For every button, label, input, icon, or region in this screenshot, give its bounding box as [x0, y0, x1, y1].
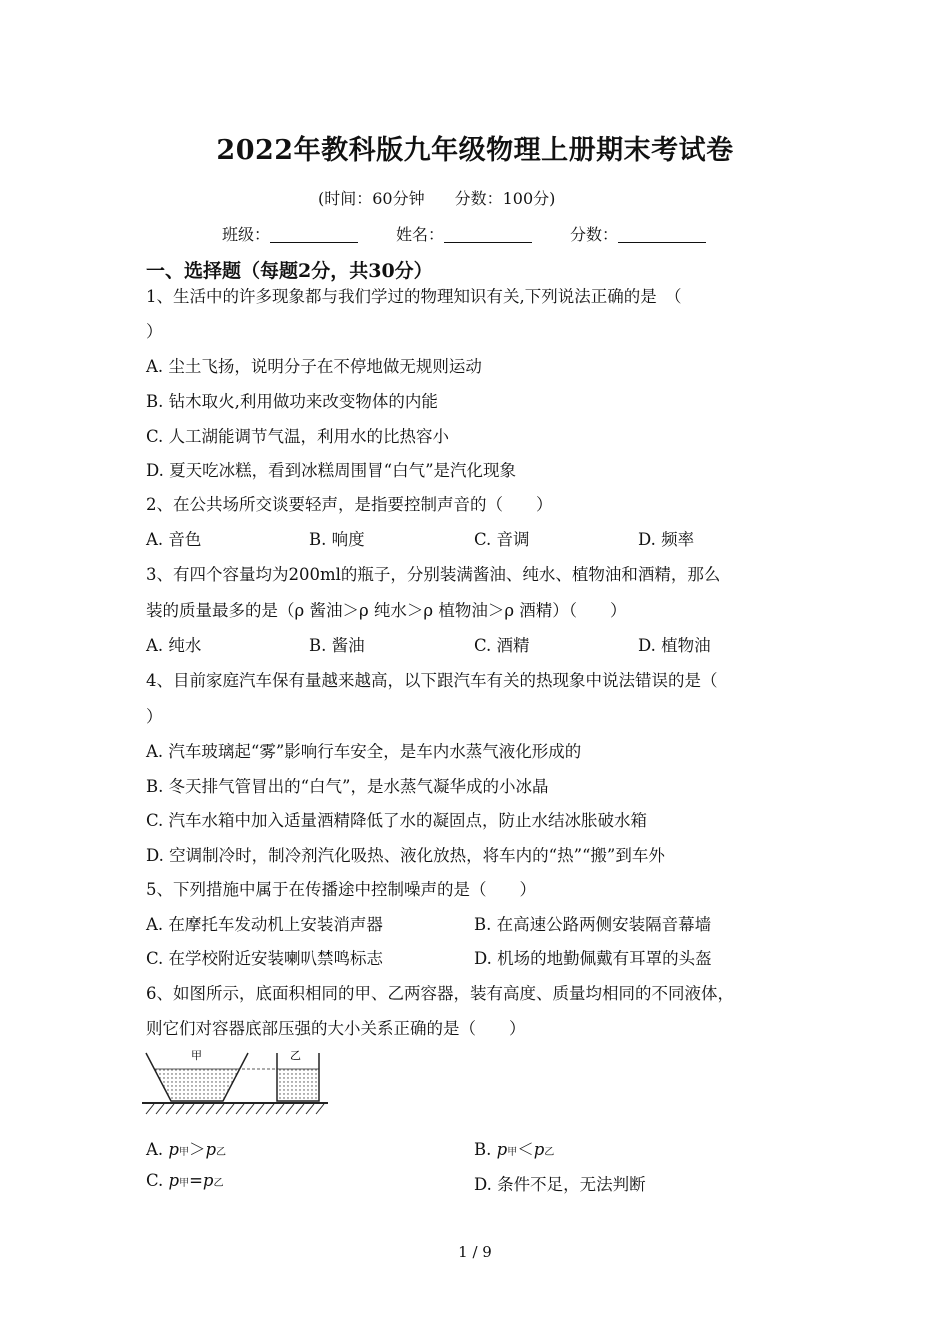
name-blank — [444, 226, 532, 243]
q3-stem-line1: 3、有四个容量均为200ml的瓶子，分别装满酱油、纯水、植物油和酒精，那么 — [146, 565, 721, 584]
q3-option-c: C. 酒精 — [474, 636, 530, 655]
class-blank — [270, 226, 358, 243]
q4-option-c: C. 汽车水箱中加入适量酒精降低了水的凝固点，防止水结冰胀破水箱 — [146, 811, 648, 830]
q2-option-c: C. 音调 — [474, 530, 530, 549]
q6-b-p1: p — [496, 1140, 508, 1159]
section-heading: 一、选择题（每题2分，共30分） — [146, 260, 433, 282]
q1-option-d: D. 夏天吃冰糕，看到冰糕周围冒“白气”是汽化现象 — [146, 461, 517, 480]
q3-option-b: B. 酱油 — [309, 636, 365, 655]
q6-a-prefix: A. — [146, 1140, 169, 1159]
score-info: 分数：100分) — [454, 189, 556, 208]
container-yi-liquid — [277, 1069, 319, 1101]
q3-option-a: A. 纯水 — [146, 636, 202, 655]
q6-a-p2: p — [205, 1140, 217, 1159]
student-info-line — [222, 222, 706, 245]
q6-a-relation: ＞ — [188, 1140, 206, 1159]
q4-option-b: B. 冬天排气管冒出的“白气”，是水蒸气凝华成的小冰晶 — [146, 777, 549, 796]
q5-option-a: A. 在摩托车发动机上安装消声器 — [146, 915, 383, 934]
q1-option-c: C. 人工湖能调节气温，利用水的比热容小 — [146, 427, 450, 446]
q6-b-relation: ＜ — [517, 1140, 534, 1159]
q6-c-p2: p — [202, 1171, 214, 1190]
q4-stem-line2: ） — [146, 707, 163, 726]
time-info: (时间：60分钟 — [318, 189, 425, 208]
q4-option-a: A. 汽车玻璃起“雾”影响行车安全，是车内水蒸气液化形成的 — [146, 742, 582, 761]
q1-stem-line1: 1、生活中的许多现象都与我们学过的物理知识有关,下列说法正确的是 （ — [146, 287, 682, 306]
page-number: 1 / 9 — [458, 1243, 492, 1261]
q6-option-d: D. 条件不足，无法判断 — [474, 1175, 646, 1194]
q2-option-a: A. 音色 — [146, 530, 202, 549]
exam-title: 2022年教科版九年级物理上册期末考试卷 — [216, 135, 734, 166]
q1-option-b: B. 钻木取火,利用做功来改变物体的内能 — [146, 392, 438, 411]
q6-option-a — [146, 1136, 226, 1160]
q6-a-p1: p — [168, 1140, 179, 1159]
q6-option-c — [146, 1171, 223, 1190]
q5-stem: 5、下列措施中属于在传播途中控制噪声的是（ ） — [146, 880, 536, 899]
q6-b-prefix: B. — [474, 1140, 497, 1159]
q6-stem-line1: 6、如图所示，底面积相同的甲、乙两容器，装有高度、质量均相同的不同液体， — [146, 984, 734, 1003]
q6-c-p1: p — [168, 1171, 180, 1190]
class-label: 班级： — [222, 225, 271, 244]
q6-a-sub2: 乙 — [216, 1147, 227, 1158]
q6-c-sub2: 乙 — [213, 1178, 224, 1189]
q2-stem: 2、在公共场所交谈要轻声，是指要控制声音的（ ） — [146, 495, 553, 514]
q6-a-sub1: 甲 — [178, 1147, 189, 1158]
q2-option-d: D. 频率 — [638, 530, 695, 549]
q6-c-relation: = — [189, 1171, 203, 1190]
q6-b-sub1: 甲 — [507, 1147, 518, 1158]
q3-option-d: D. 植物油 — [638, 636, 711, 655]
q4-stem-line1: 4、目前家庭汽车保有量越来越高，以下跟汽车有关的热现象中说法错误的是（ — [146, 671, 718, 690]
q6-option-b — [474, 1136, 554, 1160]
q6-b-p2: p — [533, 1140, 545, 1159]
q6-c-prefix: C. — [146, 1171, 169, 1190]
q5-option-b: B. 在高速公路两侧安装隔音幕墙 — [474, 915, 712, 934]
label-yi: 乙 — [290, 1049, 301, 1062]
q1-option-a: A. 尘土飞扬，说明分子在不停地做无规则运动 — [146, 357, 482, 376]
container-jia-liquid — [154, 1069, 240, 1101]
q4-option-d: D. 空调制冷时，制冷剂汽化吸热、液化放热，将车内的“热”“搬”到车外 — [146, 846, 665, 865]
ground-hatch — [146, 1104, 324, 1114]
label-jia: 甲 — [191, 1049, 202, 1062]
q2-option-b: B. 响度 — [309, 530, 365, 549]
containers-figure — [142, 1048, 328, 1116]
q6-b-sub2: 乙 — [544, 1147, 555, 1158]
q6-c-sub1: 甲 — [179, 1178, 190, 1189]
q5-option-d: D. 机场的地勤佩戴有耳罩的头盔 — [474, 949, 712, 968]
time-score-line — [318, 186, 555, 209]
q5-option-c: C. 在学校附近安装喇叭禁鸣标志 — [146, 949, 384, 968]
score-blank — [618, 226, 706, 243]
q1-stem-line2: ） — [146, 322, 163, 341]
q3-stem-line2: 装的质量最多的是（ρ 酱油＞ρ 纯水＞ρ 植物油＞ρ 酒精）（ ） — [146, 601, 627, 620]
name-label: 姓名： — [396, 225, 445, 244]
score-label: 分数： — [570, 225, 619, 244]
q6-stem-line2: 则它们对容器底部压强的大小关系正确的是（ ） — [146, 1019, 526, 1038]
